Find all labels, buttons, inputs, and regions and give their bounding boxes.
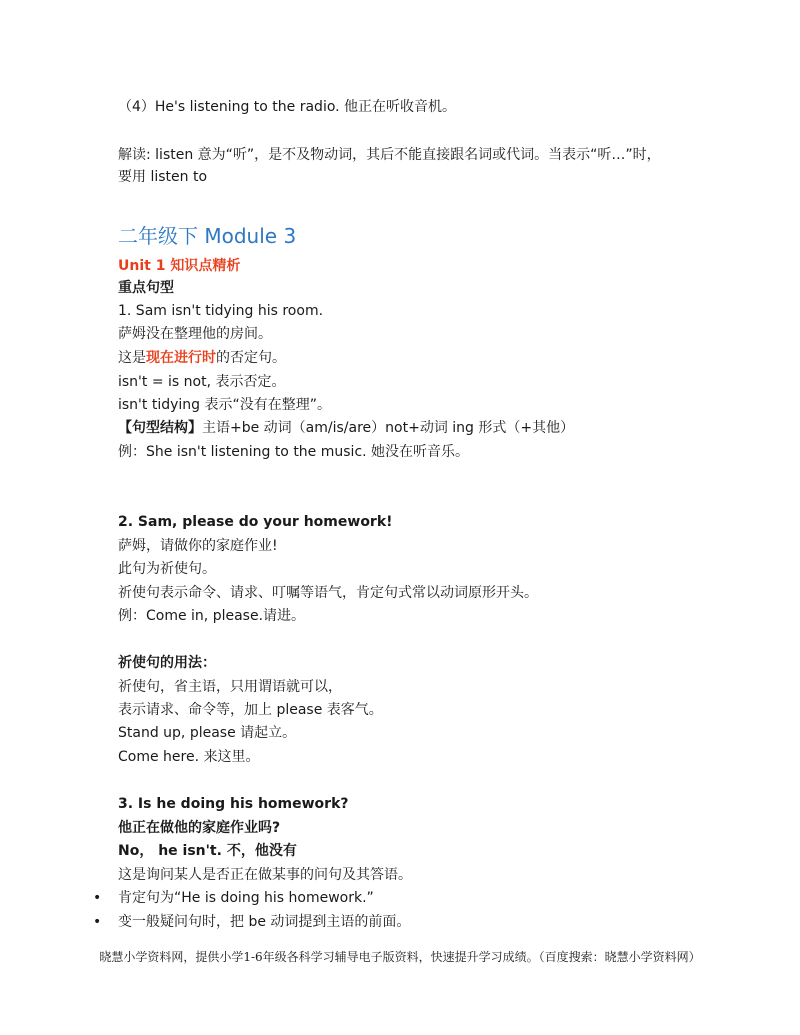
point3-note: 这是询问某人是否正在做某事的问句及其答语。 [118,867,412,883]
point2-usage-note: 祈使句表示命令、请求、叮嘱等语气，肯定句式常以动词原形开头。 [118,585,538,601]
tense-note-prefix: 这是 [118,350,146,366]
point2-example-a: Stand up, please 请起立。 [118,725,297,741]
point2-sentence: 2. Sam, please do your homework! [118,514,393,530]
point1-tidying-note: isn't tidying 表示“没有在整理”。 [118,397,332,413]
unit-title: Unit 1 知识点精析 [118,258,241,274]
intro-example-4: （4）He's listening to the radio. 他正在听收音机。 [118,99,457,115]
point2-usage-line-2: 表示请求、命令等，加上 please 表客气。 [118,702,383,718]
structure-text: 主语+be 动词（am/is/are）not+动词 ing 形式（+其他） [202,420,575,436]
section-heading: 二年级下 Module 3 [118,224,297,248]
point3-translation: 他正在做他的家庭作业吗? [118,820,281,836]
structure-label: 【句型结构】 [118,420,202,436]
point3-answer: No， he isn't. 不，他没有 [118,843,297,859]
key-sentences-label: 重点句型 [118,280,174,296]
point1-tense-note [118,348,286,368]
point3-sentence: 3. Is he doing his homework? [118,796,349,812]
point3-bullet-2: 变一般疑问句时，把 be 动词提到主语的前面。 [118,914,411,930]
point2-translation: 萨姆，请做你的家庭作业! [118,538,278,554]
intro-explanation-line-1: 解读: listen 意为“听”，是不及物动词，其后不能直接跟名词或代词。当表示“听…”时， [118,147,661,163]
point2-example-b: Come here. 来这里。 [118,749,260,765]
point2-usage-label: 祈使句的用法： [118,655,216,671]
point1-translation: 萨姆没在整理他的房间。 [118,326,272,342]
point2-usage-line-1: 祈使句，省主语，只用谓语就可以， [118,679,342,695]
bullet-marker: • [93,914,102,930]
point1-example: 例：She isn't listening to the music. 她没在听音乐。 [118,444,470,460]
tense-note-suffix: 的否定句。 [216,350,286,366]
page-footer: 晓慧小学资料网，提供小学1-6年级各科学习辅导电子版资料，快速提升学习成绩。（百度搜索：晓慧小学资料网） [99,950,701,964]
bullet-marker: • [93,890,102,906]
point1-isnt-note: isn't = is not, 表示否定。 [118,374,286,390]
point1-structure [118,418,574,438]
point3-bullet-1: 肯定句为“He is doing his homework.” [118,890,374,906]
point1-sentence: 1. Sam isn't tidying his room. [118,303,324,319]
point2-example: 例：Come in, please.请进。 [118,608,306,624]
tense-highlight: 现在进行时 [146,350,216,366]
intro-explanation-line-2: 要用 listen to [118,169,208,185]
point2-type-note: 此句为祈使句。 [118,561,216,577]
